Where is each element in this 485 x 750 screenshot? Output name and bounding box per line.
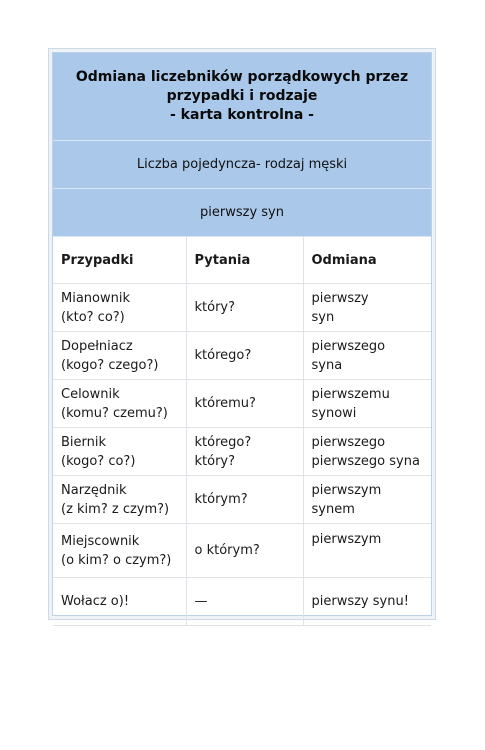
question-cell bbox=[186, 380, 303, 428]
form-cell bbox=[303, 380, 431, 428]
form-cell bbox=[303, 428, 431, 476]
question-text: — bbox=[194, 594, 208, 609]
case-question: (kogo? czego?) bbox=[61, 357, 159, 373]
question-text: któremu? bbox=[194, 396, 256, 411]
title-line-1: Odmiana liczebników porządkowych przez bbox=[75, 69, 409, 85]
table-row bbox=[53, 428, 431, 476]
card-title bbox=[53, 53, 431, 141]
question-text: który? bbox=[194, 453, 236, 469]
header-forms: Odmiana bbox=[303, 237, 431, 284]
question-text: którego? bbox=[194, 434, 252, 450]
table-row bbox=[53, 332, 431, 380]
question-cell bbox=[186, 332, 303, 380]
form-text: syna bbox=[311, 357, 343, 373]
case-cell bbox=[53, 380, 186, 428]
case-cell bbox=[53, 578, 186, 626]
table-row bbox=[53, 524, 431, 578]
example-phrase-label: pierwszy syn bbox=[200, 205, 284, 220]
form-text: pierwszego bbox=[311, 434, 386, 450]
table-header-row bbox=[53, 237, 431, 284]
case-name: Mianownik bbox=[61, 290, 130, 306]
case-question: (komu? czemu?) bbox=[61, 405, 168, 421]
table-row bbox=[53, 476, 431, 524]
table-row bbox=[53, 284, 431, 332]
form-cell bbox=[303, 524, 431, 578]
form-cell bbox=[303, 284, 431, 332]
case-cell bbox=[53, 284, 186, 332]
form-text: pierwszemu bbox=[311, 386, 390, 402]
form-text: pierwszym bbox=[311, 482, 382, 498]
form-text: synowi bbox=[311, 405, 357, 421]
case-question: (z kim? z czym?) bbox=[61, 501, 170, 517]
case-cell bbox=[53, 476, 186, 524]
case-name: Narzędnik bbox=[61, 482, 127, 498]
form-text: pierwszy bbox=[311, 290, 369, 306]
question-cell bbox=[186, 284, 303, 332]
case-name: Celownik bbox=[61, 386, 120, 402]
question-text: którym? bbox=[194, 492, 248, 507]
example-phrase-band bbox=[53, 189, 431, 237]
table-row bbox=[53, 380, 431, 428]
question-text: o którym? bbox=[194, 543, 260, 558]
form-text: syn bbox=[311, 309, 335, 325]
declension-table bbox=[53, 237, 431, 626]
question-cell bbox=[186, 524, 303, 578]
form-text: pierwszego bbox=[311, 338, 386, 354]
question-text: który? bbox=[194, 300, 236, 315]
form-cell bbox=[303, 578, 431, 626]
question-cell bbox=[186, 428, 303, 476]
question-text: którego? bbox=[194, 348, 252, 363]
number-gender-label: Liczba pojedyncza- rodzaj męski bbox=[136, 157, 348, 172]
case-card bbox=[48, 48, 436, 620]
form-cell bbox=[303, 476, 431, 524]
case-question: (kto? co?) bbox=[61, 309, 125, 325]
case-question: (kogo? co?) bbox=[61, 453, 136, 469]
case-cell bbox=[53, 524, 186, 578]
header-questions: Pytania bbox=[186, 237, 303, 284]
case-cell bbox=[53, 332, 186, 380]
case-name: Dopełniacz bbox=[61, 338, 133, 354]
case-name: Wołacz o)! bbox=[61, 594, 130, 609]
card-inner bbox=[52, 52, 432, 616]
form-text: synem bbox=[311, 501, 355, 517]
case-question: (o kim? o czym?) bbox=[61, 552, 172, 568]
case-cell bbox=[53, 428, 186, 476]
table-row bbox=[53, 578, 431, 626]
form-text: pierwszy synu! bbox=[311, 594, 409, 609]
case-name: Biernik bbox=[61, 434, 107, 450]
header-cases: Przypadki bbox=[53, 237, 186, 284]
form-text: pierwszym bbox=[311, 532, 382, 547]
case-name: Miejscownik bbox=[61, 533, 140, 549]
form-text: pierwszego syna bbox=[311, 453, 420, 469]
number-gender-band bbox=[53, 141, 431, 189]
form-cell bbox=[303, 332, 431, 380]
title-line-2: przypadki i rodzaje bbox=[166, 88, 318, 104]
question-cell bbox=[186, 476, 303, 524]
question-cell bbox=[186, 578, 303, 626]
title-line-3: - karta kontrolna - bbox=[170, 107, 314, 123]
